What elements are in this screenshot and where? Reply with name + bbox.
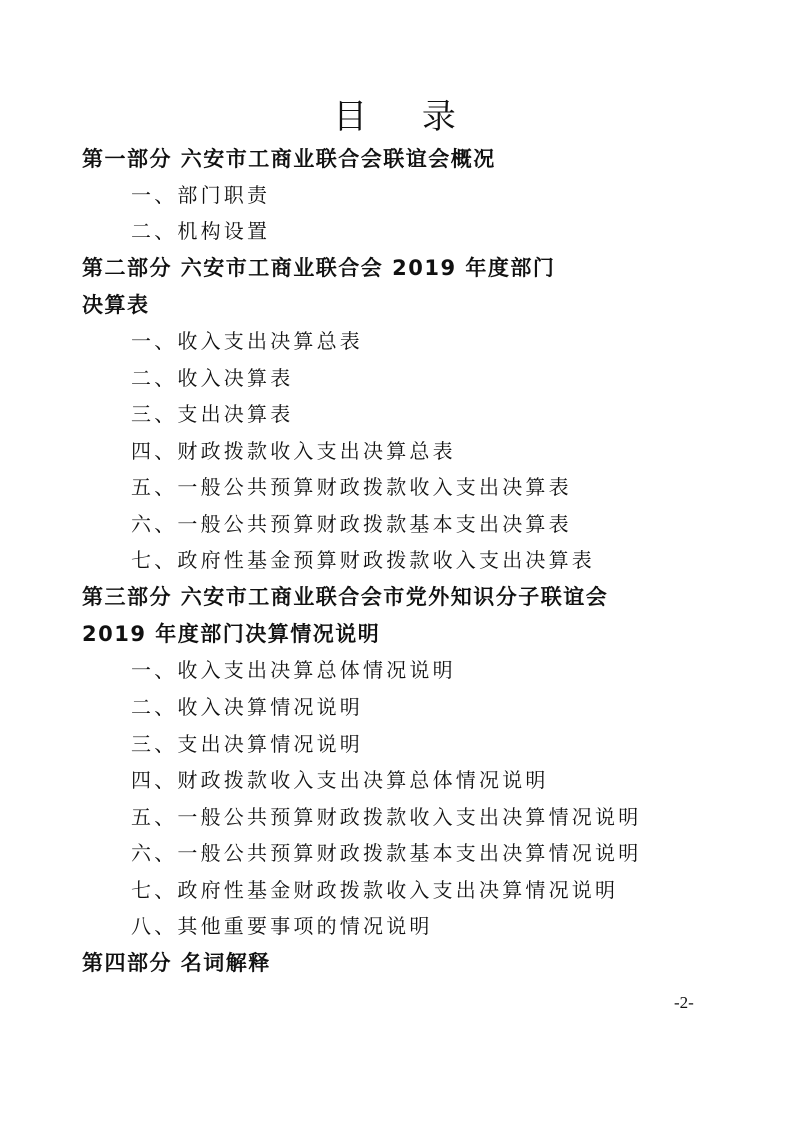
toc-part-3-item-5[interactable]: 五、一般公共预算财政拨款收入支出决算情况说明 (131, 805, 642, 829)
toc-part-2-item-1[interactable]: 一、收入支出决算总表 (131, 329, 363, 353)
toc-part-3-item-8[interactable]: 八、其他重要事项的情况说明 (131, 914, 433, 938)
toc-part-4-heading[interactable]: 第四部分 名词解释 (82, 951, 271, 975)
toc-part-3-item-7[interactable]: 七、政府性基金财政拨款收入支出决算情况说明 (131, 878, 619, 902)
toc-part-2-item-3[interactable]: 三、支出决算表 (131, 402, 294, 426)
page-number: -2- (674, 993, 694, 1012)
toc-part-2-heading-cont[interactable]: 决算表 (82, 293, 150, 317)
toc-part-1-item-2[interactable]: 二、机构设置 (131, 219, 271, 243)
toc-part-2-item-5[interactable]: 五、一般公共预算财政拨款收入支出决算表 (131, 475, 572, 499)
toc-part-3-item-4[interactable]: 四、财政拨款收入支出决算总体情况说明 (131, 768, 549, 792)
toc-part-2-item-6[interactable]: 六、一般公共预算财政拨款基本支出决算表 (131, 512, 572, 536)
toc-part-2-item-4[interactable]: 四、财政拨款收入支出决算总表 (131, 439, 456, 463)
toc-part-3-item-3[interactable]: 三、支出决算情况说明 (131, 732, 363, 756)
toc-part-1-heading[interactable]: 第一部分 六安市工商业联合会联谊会概况 (82, 147, 496, 171)
toc-part-3-heading-cont[interactable]: 2019 年度部门决算情况说明 (82, 622, 381, 646)
toc-part-3-heading[interactable]: 第三部分 六安市工商业联合会市党外知识分子联谊会 (82, 585, 609, 609)
page-title: 目 录 (333, 97, 478, 137)
toc-part-3-item-1[interactable]: 一、收入支出决算总体情况说明 (131, 658, 456, 682)
toc-part-2-item-2[interactable]: 二、收入决算表 (131, 366, 294, 390)
toc-part-3-item-2[interactable]: 二、收入决算情况说明 (131, 695, 363, 719)
toc-part-2-item-7[interactable]: 七、政府性基金预算财政拨款收入支出决算表 (131, 548, 595, 572)
toc-part-2-heading[interactable]: 第二部分 六安市工商业联合会 2019 年度部门 (82, 256, 556, 280)
toc-part-1-item-1[interactable]: 一、部门职责 (131, 183, 271, 207)
toc-part-3-item-6[interactable]: 六、一般公共预算财政拨款基本支出决算情况说明 (131, 841, 642, 865)
